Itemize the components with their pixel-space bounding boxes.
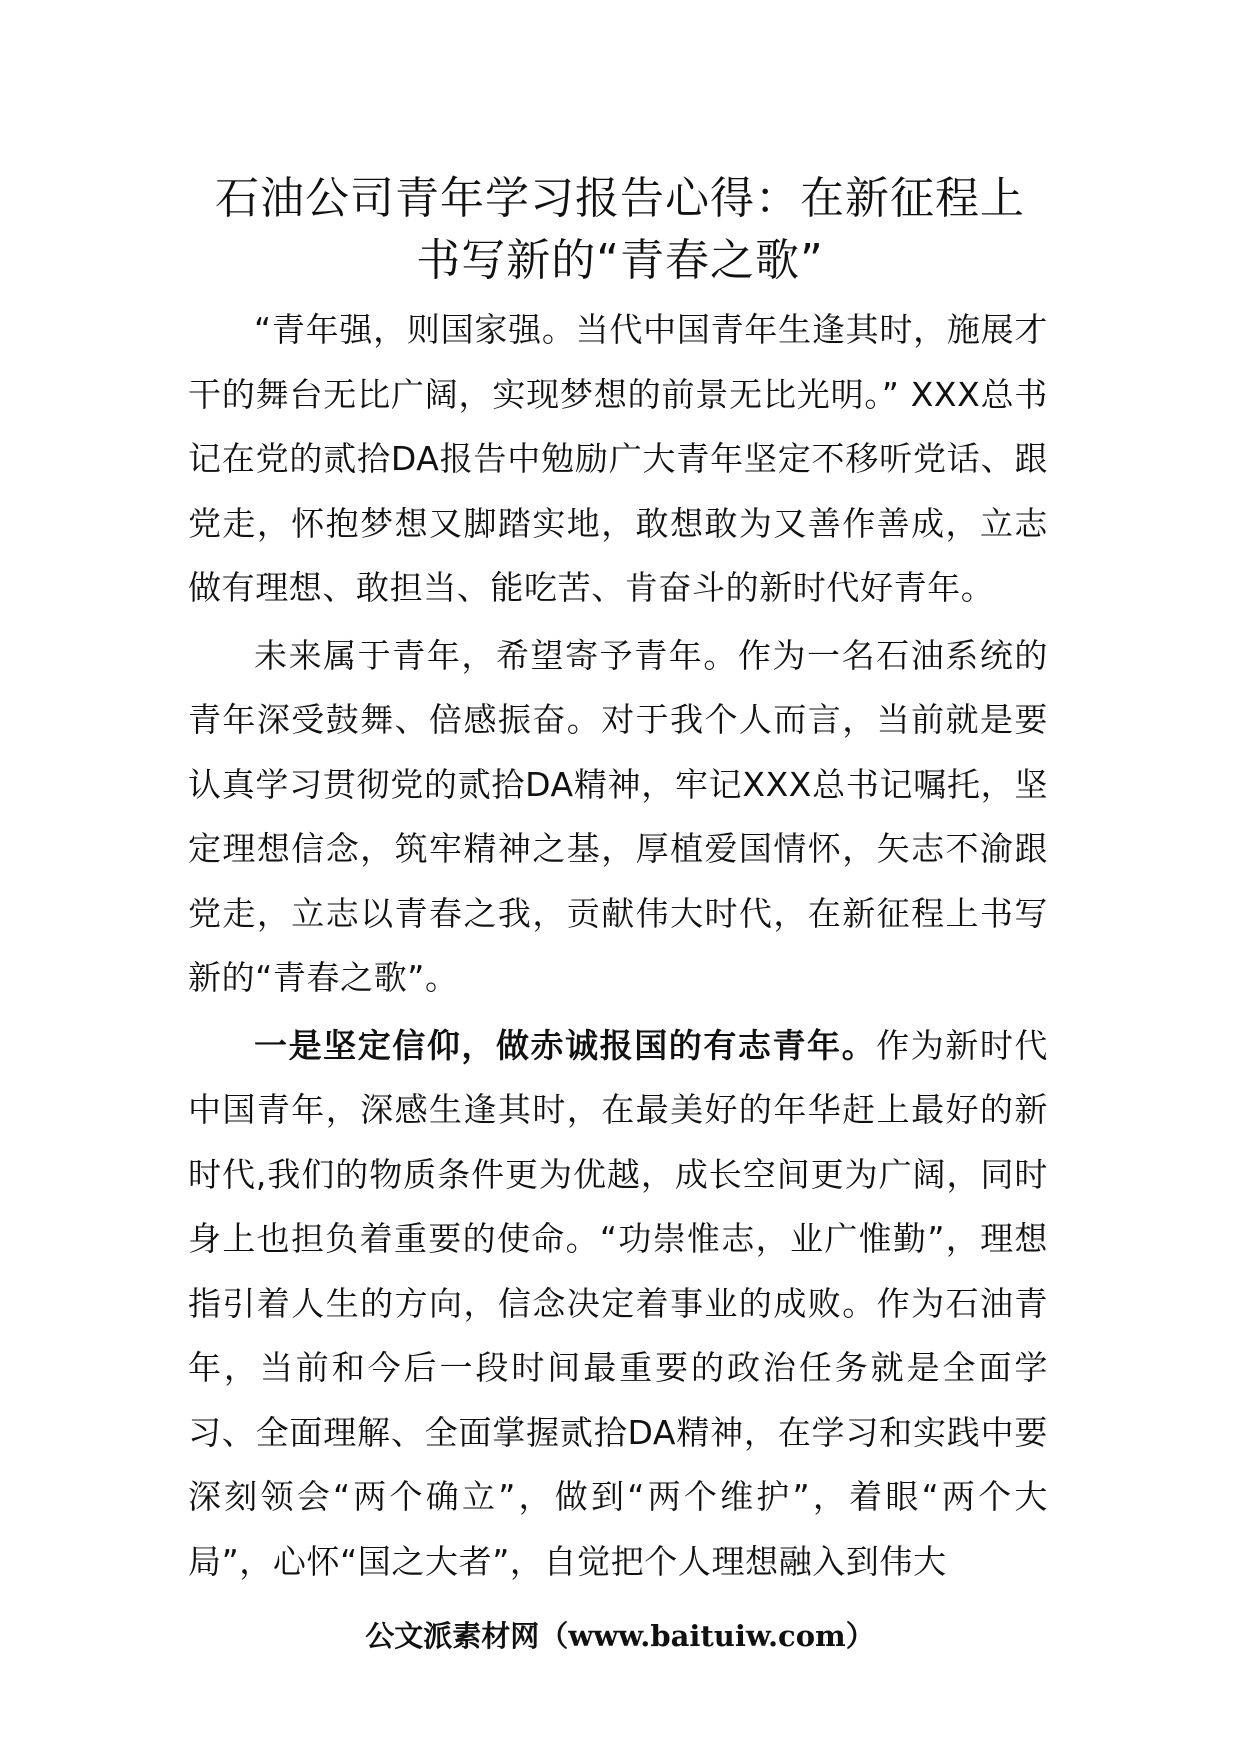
paragraph-1: “青年强，则国家强。当代中国青年生逢其时，施展才干的舞台无比广阔，实现梦想的前景无比光明。” XXX总书记在党的贰拾DA报告中勉励广大青年坚定不移听党话、跟党走，怀抱梦想又脚踏实地，敢想敢为又善作善成，立志做有理想、敢担当、能吃苦、肯奋斗的新时代好青年。 [188, 310, 1048, 607]
paragraph-3-text: 作为新时代中国青年，深感生逢其时，在最美好的年华赶上最好的新时代,我们的物质条件更为优越，成长空间更为广阔，同时身上也担负着重要的使命。“功崇惟志，业广惟勤”，理想指引着人生的方向，信念决定着事业的成败。作为石油青年，当前和今后一段时间最重要的政治任务就是全面学习、全面理解、全面掌握贰拾DA精神，在学习和实践中要深刻领会“两个确立”，做到“两个维护”，着眼“两个大局”，心怀“国之大者”，自觉把个人理想融入到伟大 [188, 1025, 1048, 1581]
paragraph-2: 未来属于青年，希望寄予青年。作为一名石油系统的青年深受鼓舞、倍感振奋。对于我个人而言，当前就是要认真学习贯彻党的贰拾DA精神，牢记XXX总书记嘱托，坚定理想信念，筑牢精神之基，厚植爱国情怀，矢志不渝跟党走，立志以青春之我，贡献伟大时代，在新征程上书写新的“青春之歌”。 [188, 635, 1048, 997]
paragraph-3-heading: 一是坚定信仰，做赤诚报国的有志青年。 [254, 1025, 877, 1065]
document-body [188, 298, 1048, 1594]
footer-watermark: 公文派素材网（www.baituiw.com） [365, 1619, 875, 1653]
title-line-1: 石油公司青年学习报告心得：在新征程上 [215, 173, 1025, 224]
paragraph-3 [188, 1014, 1048, 1595]
title-line-2: 书写新的“青春之歌” [416, 235, 824, 286]
document-title [180, 168, 1060, 292]
